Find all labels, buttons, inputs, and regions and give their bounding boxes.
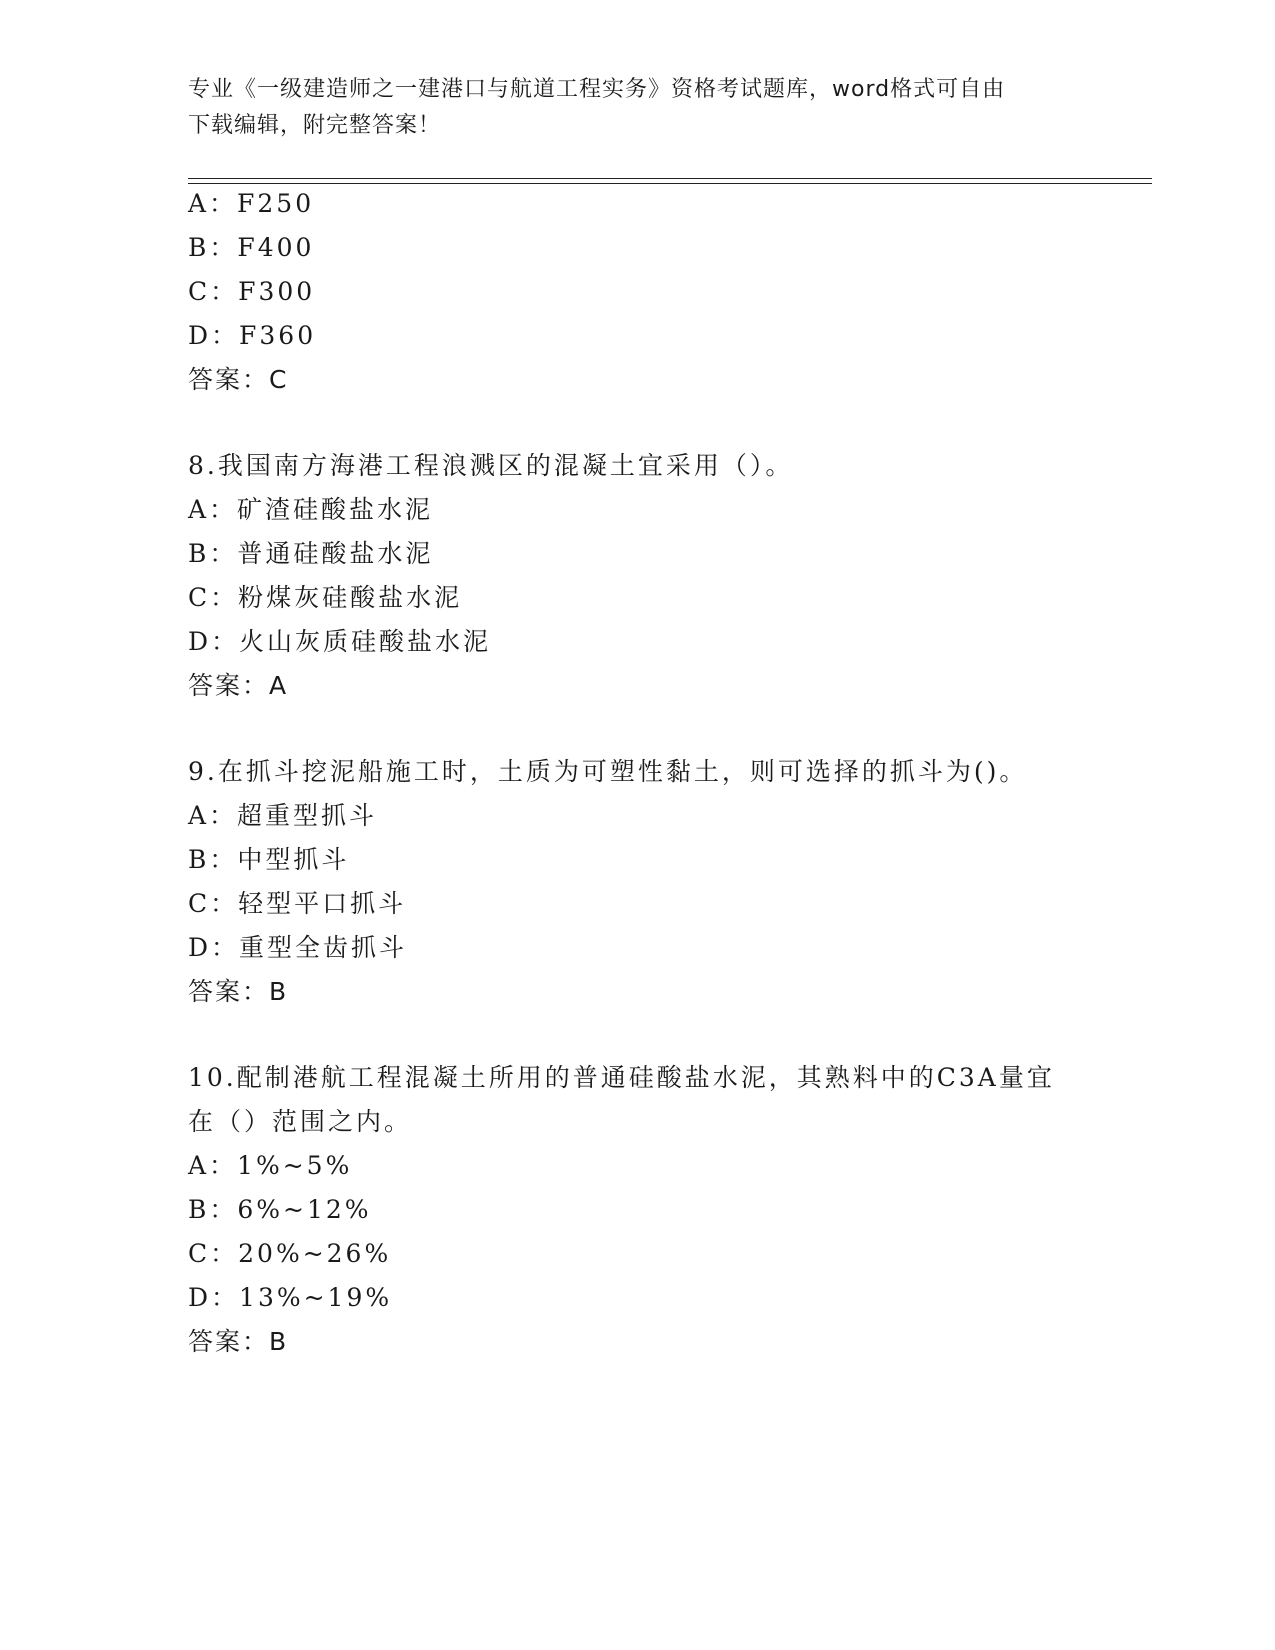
- option-a: A：1%~5%: [188, 1151, 353, 1180]
- header-line-1: 专业《一级建造师之一建港口与航道工程实务》资格考试题库，word格式可自由: [188, 77, 1006, 102]
- document-header: [188, 72, 1088, 144]
- option-c: C：20%~26%: [188, 1239, 392, 1268]
- answer: 答案：B: [188, 977, 289, 1006]
- option-d: D：13%~19%: [188, 1283, 393, 1312]
- question-text: 8.我国南方海港工程浪溅区的混凝土宜采用（）。: [188, 451, 794, 480]
- header-divider-top: [188, 178, 1152, 179]
- question-text-line-1: 10.配制港航工程混凝土所用的普通硅酸盐水泥，其熟料中的C3A量宜: [188, 1063, 1055, 1092]
- option-b: B：普通硅酸盐水泥: [188, 539, 434, 568]
- question-text-line-2: 在（）范围之内。: [188, 1107, 413, 1136]
- answer: 答案：C: [188, 365, 289, 394]
- option-b: B：F400: [188, 233, 315, 262]
- option-c: C：F300: [188, 277, 316, 306]
- option-a: A：F250: [188, 189, 315, 218]
- answer: 答案：B: [188, 1327, 289, 1356]
- option-b: B：6%~12%: [188, 1195, 372, 1224]
- header-line-2: 下载编辑，附完整答案！: [188, 113, 442, 138]
- option-d: D：F360: [188, 321, 317, 350]
- option-d: D：重型全齿抓斗: [188, 933, 408, 962]
- option-c: C：轻型平口抓斗: [188, 889, 407, 918]
- option-a: A：超重型抓斗: [188, 801, 378, 830]
- answer: 答案：A: [188, 671, 289, 700]
- option-a: A：矿渣硅酸盐水泥: [188, 495, 434, 524]
- option-c: C：粉煤灰硅酸盐水泥: [188, 583, 463, 612]
- header-divider-bottom: [188, 183, 1152, 184]
- option-d: D：火山灰质硅酸盐水泥: [188, 627, 492, 656]
- question-text: 9.在抓斗挖泥船施工时，土质为可塑性黏土，则可选择的抓斗为()。: [188, 757, 1028, 786]
- option-b: B：中型抓斗: [188, 845, 350, 874]
